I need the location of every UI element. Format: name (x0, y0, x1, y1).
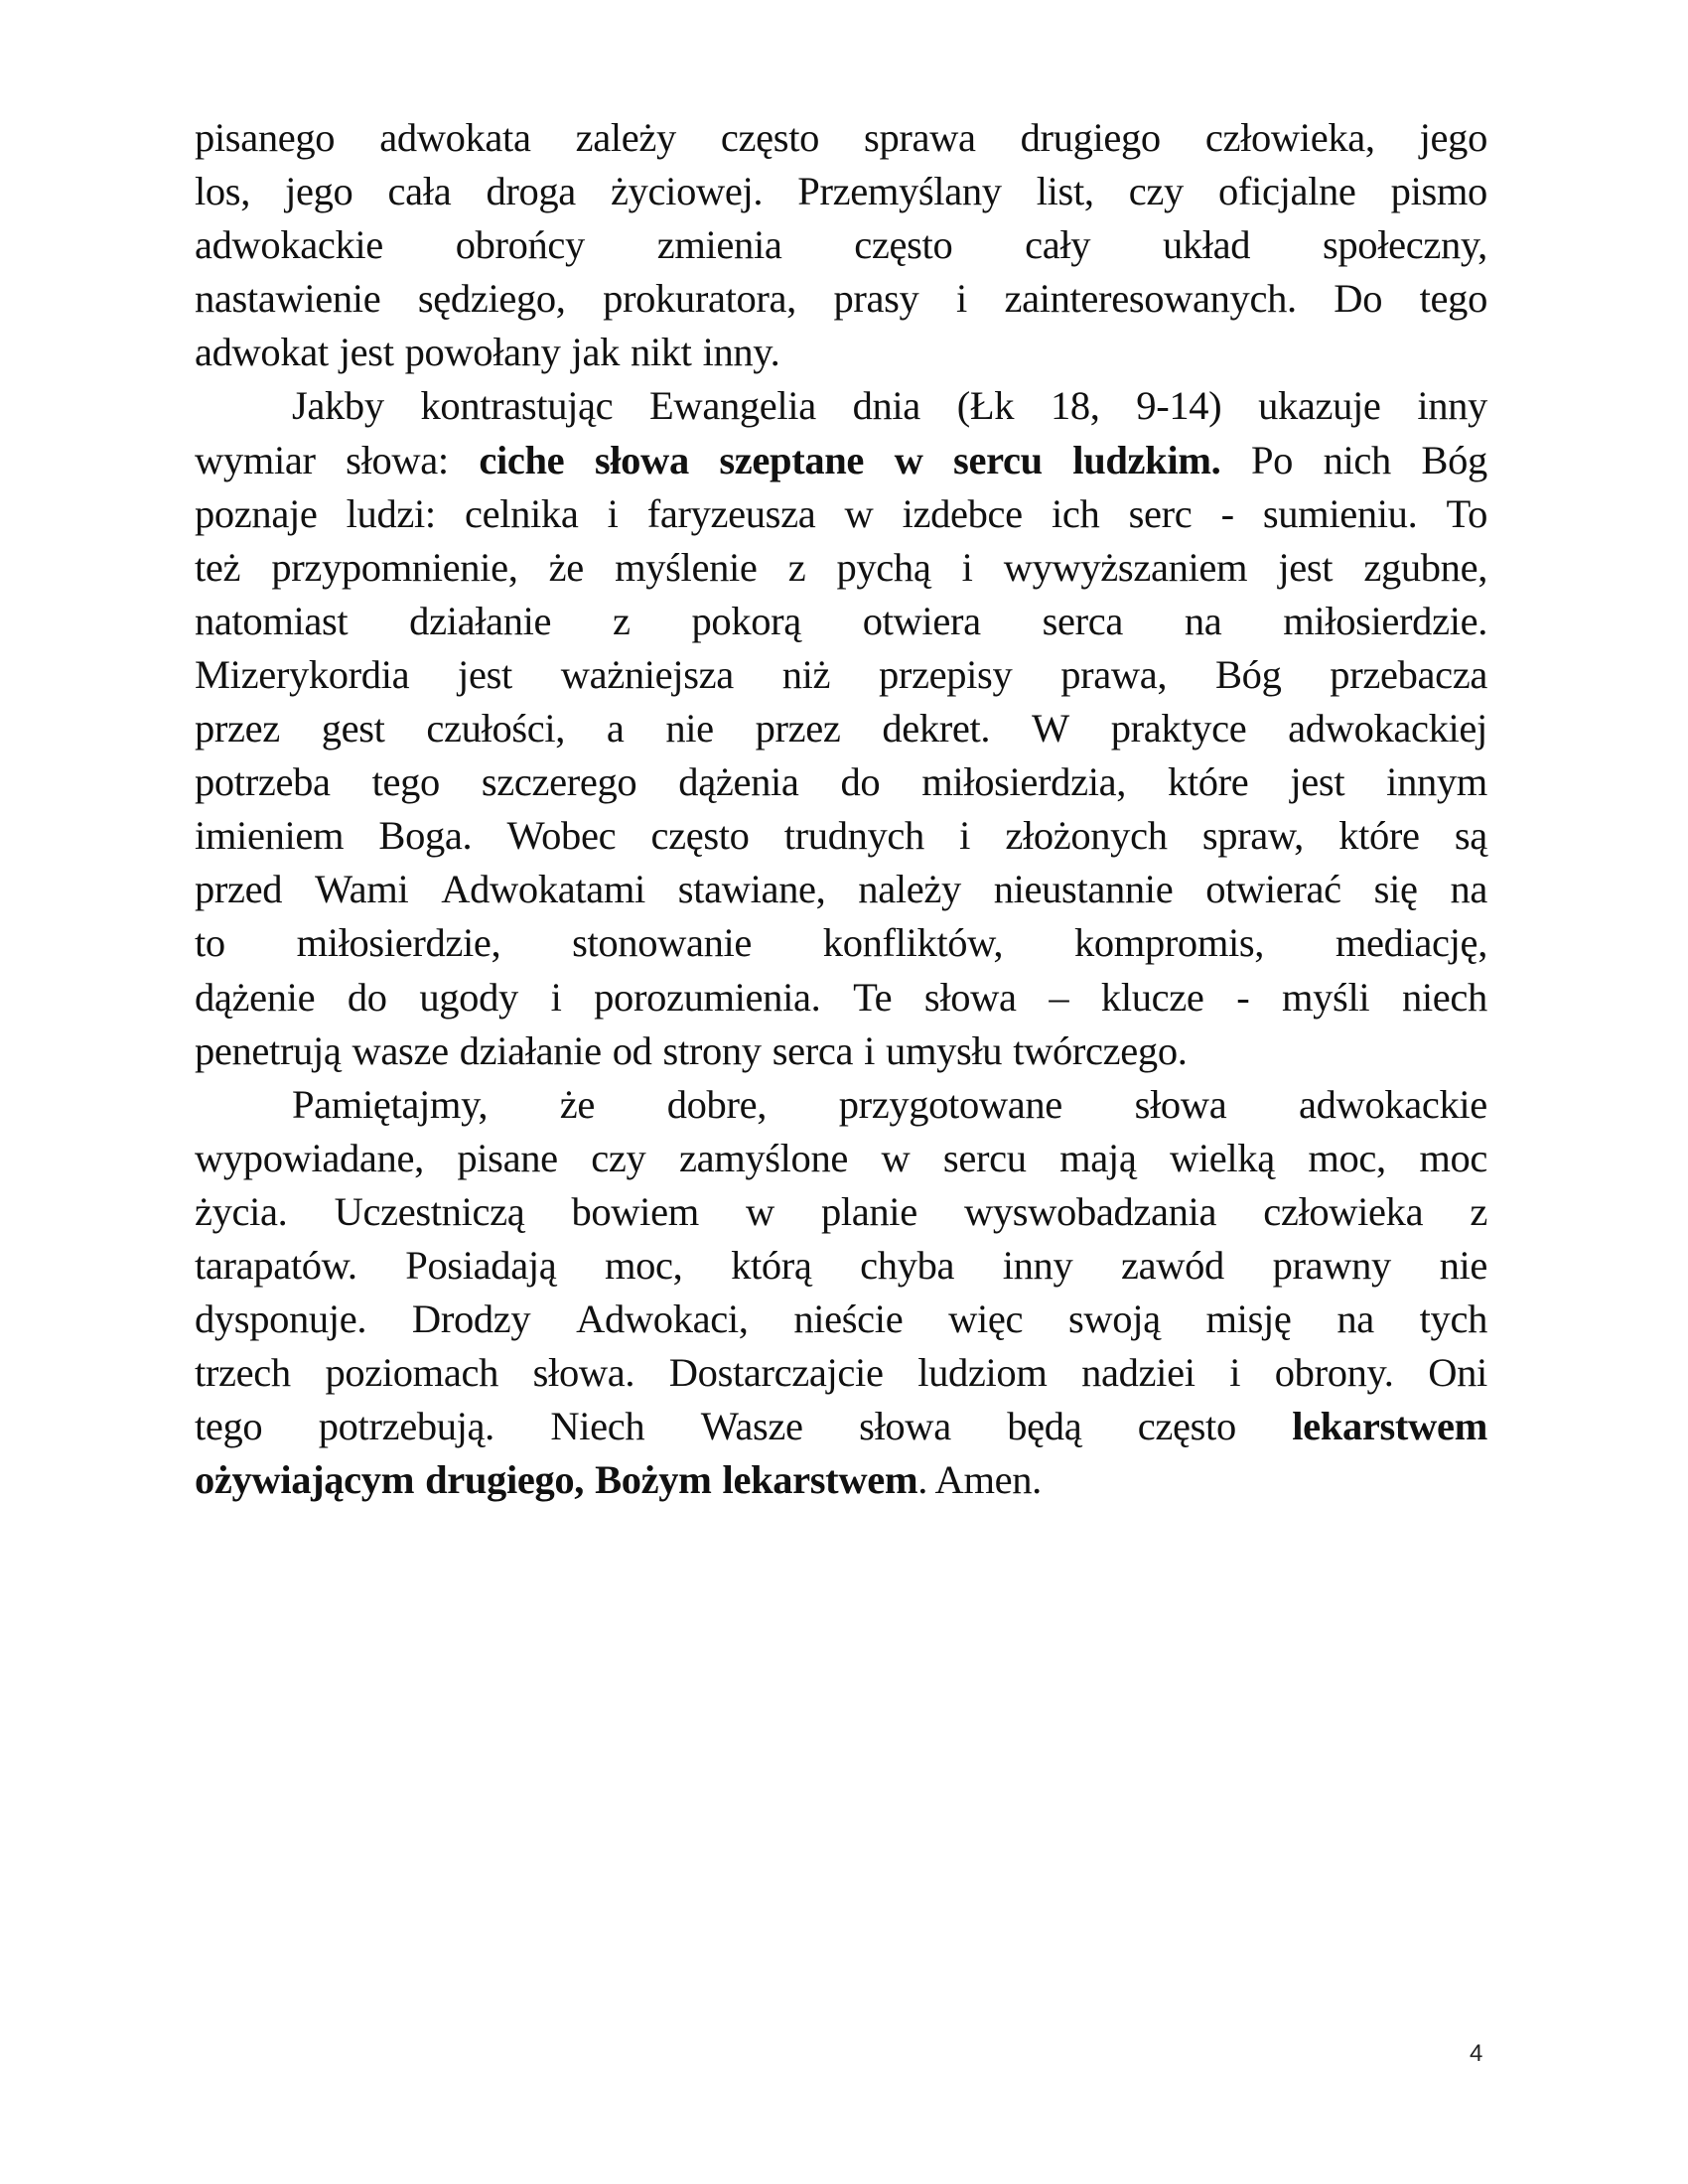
word: dysponuje. (195, 1297, 367, 1342)
text-line (195, 218, 1487, 272)
word: z (1470, 1188, 1487, 1234)
word: lekarstwem (1292, 1404, 1487, 1449)
word: i (550, 974, 562, 1020)
word: złożonych (1005, 813, 1168, 859)
word: chyba (860, 1242, 955, 1288)
text-line (195, 1239, 1487, 1293)
word: społeczny, (1322, 222, 1487, 268)
word: poziomach (325, 1350, 498, 1396)
word: obrońcy (455, 222, 585, 268)
word: które (1338, 813, 1420, 859)
word: słowa: (346, 437, 449, 482)
word: jego (1419, 115, 1487, 160)
word: serca (772, 1027, 854, 1073)
word: To (1446, 490, 1487, 536)
word: należy (858, 867, 961, 912)
word: nikt (630, 330, 692, 375)
word: faryzeusza (646, 490, 816, 536)
paragraph (195, 111, 1487, 379)
word: sędziego, (417, 276, 566, 322)
word: Wami (315, 867, 409, 912)
word: sercu (942, 1135, 1027, 1180)
word: droga (486, 169, 576, 214)
word: poznaje (195, 490, 318, 536)
word: adwokata (379, 115, 531, 160)
word: Niech (550, 1404, 645, 1449)
word: miłosierdzia, (921, 759, 1126, 805)
word: adwokat (195, 330, 329, 375)
word: gest (321, 706, 385, 751)
word: los, (195, 169, 250, 214)
word: izdebce (902, 490, 1023, 536)
word: Adwokaci, (576, 1297, 749, 1342)
word: przez (195, 706, 280, 751)
word: jest (339, 330, 394, 375)
text-line (195, 648, 1487, 702)
word: tarapatów. (195, 1242, 357, 1288)
word: tego (1419, 276, 1487, 322)
word: i (864, 1027, 876, 1073)
word: kompromis, (1073, 920, 1265, 966)
word: przebacza (1330, 651, 1487, 697)
word: człowieka (1263, 1188, 1424, 1234)
word: dążenie (195, 974, 316, 1020)
word: potrzeba (195, 759, 331, 805)
word: więc (948, 1297, 1024, 1342)
word: pychą (836, 544, 931, 590)
word: miłosierdzie. (1283, 598, 1487, 643)
word: będą (1007, 1404, 1082, 1449)
word: ważniejsza (560, 651, 734, 697)
word: przygotowane (838, 1081, 1062, 1127)
word: adwokackie (1299, 1081, 1487, 1127)
word: zgubne, (1363, 544, 1487, 590)
word: zależy (575, 115, 676, 160)
word: - (1220, 490, 1234, 536)
word: myśli (1282, 974, 1370, 1020)
word: jest (1278, 544, 1334, 590)
word: i (1229, 1350, 1241, 1396)
word: mają (1059, 1135, 1137, 1180)
word: z (613, 598, 631, 643)
word: przepisy (878, 651, 1013, 697)
word: lekarstwem. Amen. (722, 1457, 1042, 1503)
text-line (195, 1078, 1487, 1132)
word: zmienia (656, 222, 782, 268)
word: działanie (459, 1027, 602, 1073)
word: adwokackie (195, 222, 383, 268)
word: ludzi: (346, 490, 436, 536)
word: ludziom (917, 1350, 1048, 1396)
word: słowa (923, 974, 1017, 1020)
word: penetrują (195, 1027, 342, 1073)
word: praktyce (1110, 706, 1247, 751)
text-line (195, 326, 1487, 379)
word: Adwokatami (441, 867, 645, 912)
word: którą (731, 1242, 812, 1288)
word: strony (662, 1027, 762, 1073)
word: Mizerykordia (195, 651, 410, 697)
word: sercu (953, 437, 1043, 482)
word: przypomnienie, (271, 544, 518, 590)
word: moc, (605, 1242, 683, 1288)
word: na (1184, 598, 1222, 643)
word: serca (1042, 598, 1124, 643)
paragraph (195, 1078, 1487, 1508)
word: słowa (859, 1404, 951, 1449)
word: stawiane, (677, 867, 826, 912)
word: trzech (195, 1350, 291, 1396)
word: Bóg (1421, 437, 1487, 482)
word: prawny (1272, 1242, 1391, 1288)
word: powołany (404, 330, 561, 375)
word: porozumienia. (594, 974, 821, 1020)
word: Posiadają (405, 1242, 557, 1288)
word: twórczego. (1013, 1027, 1188, 1073)
word: planie (820, 1188, 917, 1234)
word: ukazuje (1258, 383, 1381, 429)
word: Oni (1428, 1350, 1487, 1396)
word: innym (1386, 759, 1487, 805)
word: Po (1250, 437, 1294, 482)
text-line (195, 1293, 1487, 1346)
word: inny (1002, 1242, 1073, 1288)
word: z (787, 544, 806, 590)
word: swoją (1067, 1297, 1161, 1342)
word: serc (1128, 490, 1193, 536)
word: inny. (702, 330, 780, 375)
word: obrony. (1274, 1350, 1394, 1396)
text-line (195, 434, 1487, 487)
word: życiowej. (611, 169, 764, 214)
word: konfliktów, (822, 920, 1004, 966)
word: - (1236, 974, 1250, 1020)
word: moc, (1308, 1135, 1386, 1180)
word: które (1167, 759, 1249, 805)
word: drugiego, (425, 1457, 585, 1503)
word: klucze (1100, 974, 1204, 1020)
word: niech (1401, 974, 1487, 1020)
word: są (1454, 813, 1487, 859)
word: (Łk (956, 383, 1015, 429)
word: miłosierdzie, (296, 920, 501, 966)
word: misję (1205, 1297, 1292, 1342)
page-number: 4 (1470, 2040, 1483, 2067)
word: nich (1323, 437, 1391, 482)
word: Pamiętajmy, (292, 1081, 489, 1127)
word: moc (1419, 1135, 1487, 1180)
word: na (1450, 867, 1487, 912)
word: ciche (479, 437, 565, 482)
word: jest (1290, 759, 1345, 805)
word: wyswobadzania (963, 1188, 1217, 1234)
text-line (195, 1185, 1487, 1239)
word: w (745, 1188, 774, 1234)
word: do (347, 974, 387, 1020)
word: słowa (1134, 1081, 1227, 1127)
word: tego (195, 1404, 263, 1449)
word: 18, (1050, 383, 1100, 429)
word: Uczestniczą (334, 1188, 525, 1234)
word: ożywiającym (195, 1457, 415, 1503)
word: myślenie (615, 544, 758, 590)
word: jest (458, 651, 512, 697)
word: potrzebują. (318, 1404, 494, 1449)
word: też (195, 544, 241, 590)
text-line (195, 702, 1487, 755)
word: natomiast (195, 598, 349, 643)
word: i (607, 490, 619, 536)
word: to (195, 920, 225, 966)
word: Przemyślany (797, 169, 1002, 214)
word: ludzkim. (1072, 437, 1221, 482)
word: ugody (419, 974, 518, 1020)
word: zainteresowanych. (1004, 276, 1297, 322)
word: słowa. (532, 1350, 635, 1396)
text-line (195, 541, 1487, 595)
word: pisane (457, 1135, 558, 1180)
word: kontrastując (420, 383, 614, 429)
word: dekret. (882, 706, 991, 751)
word: wielką (1169, 1135, 1275, 1180)
word: Wobec (506, 813, 617, 859)
word: pisanego (195, 115, 336, 160)
word: Bóg (1215, 651, 1282, 697)
word: dążenia (678, 759, 799, 805)
body-text (195, 111, 1487, 1507)
word: dnia (852, 383, 920, 429)
word: nadziei (1081, 1350, 1196, 1396)
text-line (195, 1024, 1487, 1078)
word: jak (571, 330, 620, 375)
word: bowiem (571, 1188, 699, 1234)
word: list, (1036, 169, 1094, 214)
word: tych (1419, 1297, 1487, 1342)
text-line (195, 272, 1487, 326)
word: cały (1025, 222, 1091, 268)
word: oficjalne (1218, 169, 1356, 214)
word: inny (1417, 383, 1487, 429)
word: czy (1128, 169, 1184, 214)
word: i (959, 813, 971, 859)
word: Bożym (595, 1457, 712, 1503)
word: W (1032, 706, 1069, 751)
word: celnika (464, 490, 579, 536)
word: Do (1334, 276, 1383, 322)
text-line (195, 971, 1487, 1024)
word: mediację, (1335, 920, 1487, 966)
word: pismo (1390, 169, 1487, 214)
word: w (894, 437, 923, 482)
word: człowieka, (1204, 115, 1375, 160)
word: pokorą (691, 598, 801, 643)
word: działanie (409, 598, 552, 643)
word: Boga. (378, 813, 473, 859)
word: otwierać (1205, 867, 1341, 912)
word: sprawa (864, 115, 976, 160)
word: życia. (195, 1188, 288, 1234)
word: Wasze (700, 1404, 803, 1449)
text-line (195, 165, 1487, 218)
word: trudnych (783, 813, 924, 859)
word: umysłu (886, 1027, 1003, 1073)
text-line (195, 1132, 1487, 1185)
word: wasze (352, 1027, 449, 1073)
word: ich (1051, 490, 1100, 536)
word: często (1137, 1404, 1236, 1449)
word: i (961, 544, 973, 590)
word: drugiego (1020, 115, 1161, 160)
word: często (650, 813, 750, 859)
word: szeptane (719, 437, 865, 482)
text-line (195, 595, 1487, 648)
word: niż (781, 651, 831, 697)
word: i (956, 276, 967, 322)
word: na (1336, 1297, 1374, 1342)
word: a (606, 706, 625, 751)
word: przed (195, 867, 283, 912)
word: że (548, 544, 584, 590)
text-line (195, 809, 1487, 863)
word: zamyślone (678, 1135, 848, 1180)
word: nie (1439, 1242, 1487, 1288)
word: przez (755, 706, 841, 751)
text-line (195, 1400, 1487, 1453)
word: prokuratora, (603, 276, 796, 322)
word: nieustannie (993, 867, 1174, 912)
word: słowa (594, 437, 689, 482)
word: dobre, (666, 1081, 767, 1127)
word: tego (371, 759, 440, 805)
text-line (195, 379, 1487, 433)
word: nie (665, 706, 714, 751)
word: do (840, 759, 881, 805)
word: wypowiadane, (195, 1135, 424, 1180)
word: często (854, 222, 953, 268)
word: sumieniu. (1262, 490, 1418, 536)
word: stonowanie (572, 920, 753, 966)
word: od (612, 1027, 652, 1073)
word: spraw, (1201, 813, 1304, 859)
paragraph (195, 379, 1487, 1077)
word: adwokackiej (1288, 706, 1487, 751)
text-line (195, 863, 1487, 916)
word: cała (387, 169, 452, 214)
word: czułości, (426, 706, 566, 751)
word: wywyższaniem (1003, 544, 1248, 590)
word: otwiera (862, 598, 981, 643)
word: – (1049, 974, 1069, 1020)
word: Jakby (292, 383, 384, 429)
word: w (844, 490, 874, 536)
word: Dostarczajcie (668, 1350, 884, 1396)
word: Drodzy (411, 1297, 531, 1342)
word: prawa, (1060, 651, 1168, 697)
word: nastawienie (195, 276, 381, 322)
word: Te (853, 974, 893, 1020)
word: że (559, 1081, 596, 1127)
word: często (720, 115, 820, 160)
text-line (195, 755, 1487, 809)
text-line (195, 1346, 1487, 1400)
word: prasy (833, 276, 919, 322)
word: nieście (793, 1297, 904, 1342)
word: się (1373, 867, 1418, 912)
word: układ (1162, 222, 1251, 268)
word: czy (591, 1135, 646, 1180)
word: 9-14) (1136, 383, 1222, 429)
word: jego (285, 169, 353, 214)
word: w (881, 1135, 911, 1180)
word: szczerego (481, 759, 637, 805)
text-line (195, 916, 1487, 970)
text-line (195, 111, 1487, 165)
word: wymiar (195, 437, 316, 482)
word: Ewangelia (649, 383, 816, 429)
text-line (195, 1453, 1487, 1507)
word: imieniem (195, 813, 345, 859)
text-line (195, 487, 1487, 541)
word: zawód (1120, 1242, 1224, 1288)
